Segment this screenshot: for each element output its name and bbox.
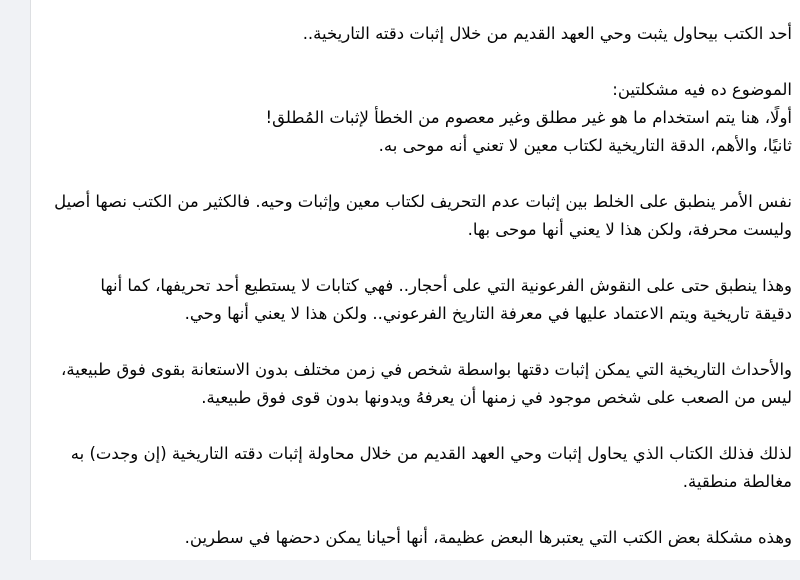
text-line: أولًا، هنا يتم استخدام ما هو غير مطلق وغير معصوم من الخطأ لإثبات المُطلق!: [265, 108, 792, 127]
text-line: ليس من الصعب على شخص موجود في زمنها أن يعرفهُ ويدونها بدون قوى فوق طبيعية.: [201, 388, 792, 407]
text-line: وليست محرفة، ولكن هذا لا يعني أنها موحى بها.: [467, 220, 792, 239]
paragraph-1: [47, 20, 792, 48]
paragraph-6: [47, 440, 792, 496]
text-line: أحد الكتب بيحاول يثبت وحي العهد القديم من خلال إثبات دقته التاريخية..: [302, 24, 792, 43]
text-line: نفس الأمر ينطبق على الخلط بين إثبات عدم التحريف لكتاب معين وإثبات وحيه. فالكثير من الكتب نصها أصيل: [54, 192, 792, 211]
paragraph-2: [47, 76, 792, 160]
paragraph-5: [47, 356, 792, 412]
text-line: الموضوع ده فيه مشكلتين:: [612, 80, 792, 99]
text-line: مغالطة منطقية.: [682, 472, 792, 491]
post-text: [47, 20, 792, 580]
text-line: لذلك فذلك الكتاب الذي يحاول إثبات وحي العهد القديم من خلال محاولة إثبات دقته التاريخية (إن وجدت) به: [70, 444, 792, 463]
paragraph-3: [47, 188, 792, 244]
text-line: ثانيًا، والأهم، الدقة التاريخية لكتاب معين لا تعني أنه موحى به.: [378, 136, 792, 155]
text-line: وهذا ينطبق حتى على النقوش الفرعونية التي على أحجار.. فهي كتابات لا يستطيع أحد تحريفها، كما أنها: [100, 276, 792, 295]
paragraph-7: [47, 524, 792, 552]
paragraph-4: [47, 272, 792, 328]
text-line: دقيقة تاريخية ويتم الاعتماد عليها في معرفة التاريخ الفرعوني.. ولكن هذا لا يعني أنها وحي.: [184, 304, 792, 323]
text-line: والأحداث التاريخية التي يمكن إثبات دقتها بواسطة شخص في زمن مختلف بدون الاستعانة بقوى فوق طبيعية،: [61, 360, 792, 379]
text-line: وهذه مشكلة بعض الكتب التي يعتبرها البعض عظيمة، أنها أحيانا يمكن دحضها في سطرين.: [184, 528, 792, 547]
post-card: [30, 0, 800, 560]
